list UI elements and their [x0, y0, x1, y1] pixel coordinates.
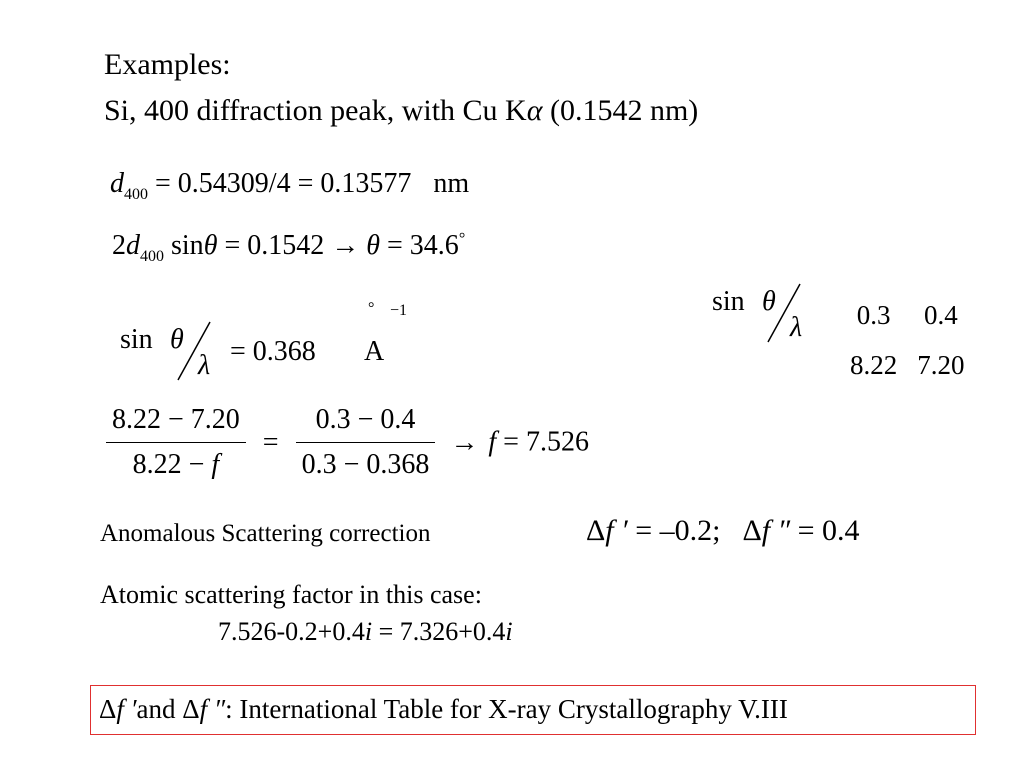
bragg-theta-result: θ: [366, 230, 381, 261]
imag-unit: i: [364, 617, 373, 646]
lut-sin: sin: [712, 286, 745, 317]
expr-part2: = 7.326+0.4: [372, 617, 506, 646]
bragg-d-symbol: d: [126, 230, 140, 261]
degree-symbol: °: [458, 230, 466, 248]
interpolation-equation: [106, 404, 589, 504]
expr-part1: 7.526-0.2+0.4: [218, 617, 365, 646]
result-var: f: [488, 426, 497, 458]
d-expression: = 0.54309/4 = 0.13577: [148, 168, 412, 199]
sol-equals: = 0.368: [230, 336, 316, 367]
d-spacing-equation: [110, 168, 469, 204]
atomic-factor-expression: [218, 617, 513, 647]
sin-over-lambda-equation: [120, 300, 420, 388]
bragg-sin: sin: [164, 230, 204, 261]
left-numerator: 8.22 − 7.20: [112, 404, 240, 435]
bragg-prefix: 2: [112, 230, 126, 261]
right-fraction: [296, 404, 436, 481]
lut-cell: 0.4: [924, 299, 958, 330]
f-double-prime: f ″: [199, 694, 226, 724]
lut-row: [840, 340, 975, 390]
left-den-prefix: 8.22 −: [132, 449, 212, 480]
anomalous-values: [586, 514, 860, 548]
lut-lambda: λ: [790, 312, 803, 343]
d-unit: nm: [433, 168, 470, 199]
slide-subheading: [104, 94, 698, 128]
delta-symbol: Δ: [182, 694, 200, 724]
sol-lambda: λ: [198, 350, 211, 381]
angstrom-unit: A: [364, 336, 385, 367]
f-double-prime: f ″: [761, 514, 791, 547]
atomic-factor-label-text: Atomic scattering factor in this case:: [100, 580, 482, 609]
reference-text: : International Table for X-ray Crystallography V.III: [225, 694, 788, 724]
angstrom-ring: °: [368, 300, 375, 317]
left-den-var: f: [211, 449, 220, 480]
delta-symbol: Δ: [742, 514, 762, 547]
reference-box: [90, 685, 976, 735]
anomalous-label-text: Anomalous Scattering correction: [100, 520, 431, 547]
heading-text: Examples:: [104, 48, 231, 81]
delta-symbol: Δ: [586, 514, 606, 547]
right-denominator: 0.3 − 0.368: [301, 449, 430, 480]
imag-unit: i: [505, 617, 513, 646]
bragg-equation: [112, 230, 465, 266]
bragg-result: = 34.6: [380, 230, 459, 261]
arrow-icon: →: [450, 426, 479, 458]
d-symbol: d: [110, 168, 124, 199]
bragg-theta: θ: [203, 230, 218, 261]
atomic-factor-label: [100, 580, 482, 610]
subheading-prefix: Si, 400 diffraction peak, with Cu K: [104, 94, 527, 127]
lut-cell: 0.3: [856, 299, 891, 330]
lut-theta: θ: [762, 286, 776, 317]
interp-result: = 7.526: [496, 426, 589, 458]
interp-equals: =: [262, 426, 279, 458]
lut-cell: 8.22: [850, 349, 898, 380]
delta-symbol: Δ: [99, 694, 117, 724]
bragg-subscript: 400: [140, 248, 164, 265]
anomalous-label: [100, 520, 430, 548]
angstrom-exponent: −1: [390, 302, 408, 319]
right-numerator: 0.3 − 0.4: [315, 404, 416, 435]
left-fraction: [106, 404, 246, 481]
subheading-suffix: (0.1542 nm): [542, 94, 699, 127]
left-denominator: [106, 443, 246, 481]
ref-and: and: [136, 694, 183, 724]
bragg-equals: = 0.1542 →: [217, 230, 367, 261]
sol-sin: sin: [120, 324, 153, 355]
lookup-table: [712, 280, 1012, 400]
f-prime: f ′: [116, 694, 137, 724]
lut-cell: 7.20: [917, 349, 965, 380]
lut-values: [840, 290, 975, 390]
f-double-prime-value: = 0.4: [790, 514, 860, 547]
alpha-symbol: α: [526, 94, 543, 127]
f-prime-value: = –0.2;: [627, 514, 721, 547]
sol-theta: θ: [170, 324, 184, 355]
f-prime: f ′: [605, 514, 628, 547]
slide-heading: [104, 48, 231, 82]
lut-row: [840, 290, 975, 340]
d-subscript: 400: [124, 186, 148, 203]
